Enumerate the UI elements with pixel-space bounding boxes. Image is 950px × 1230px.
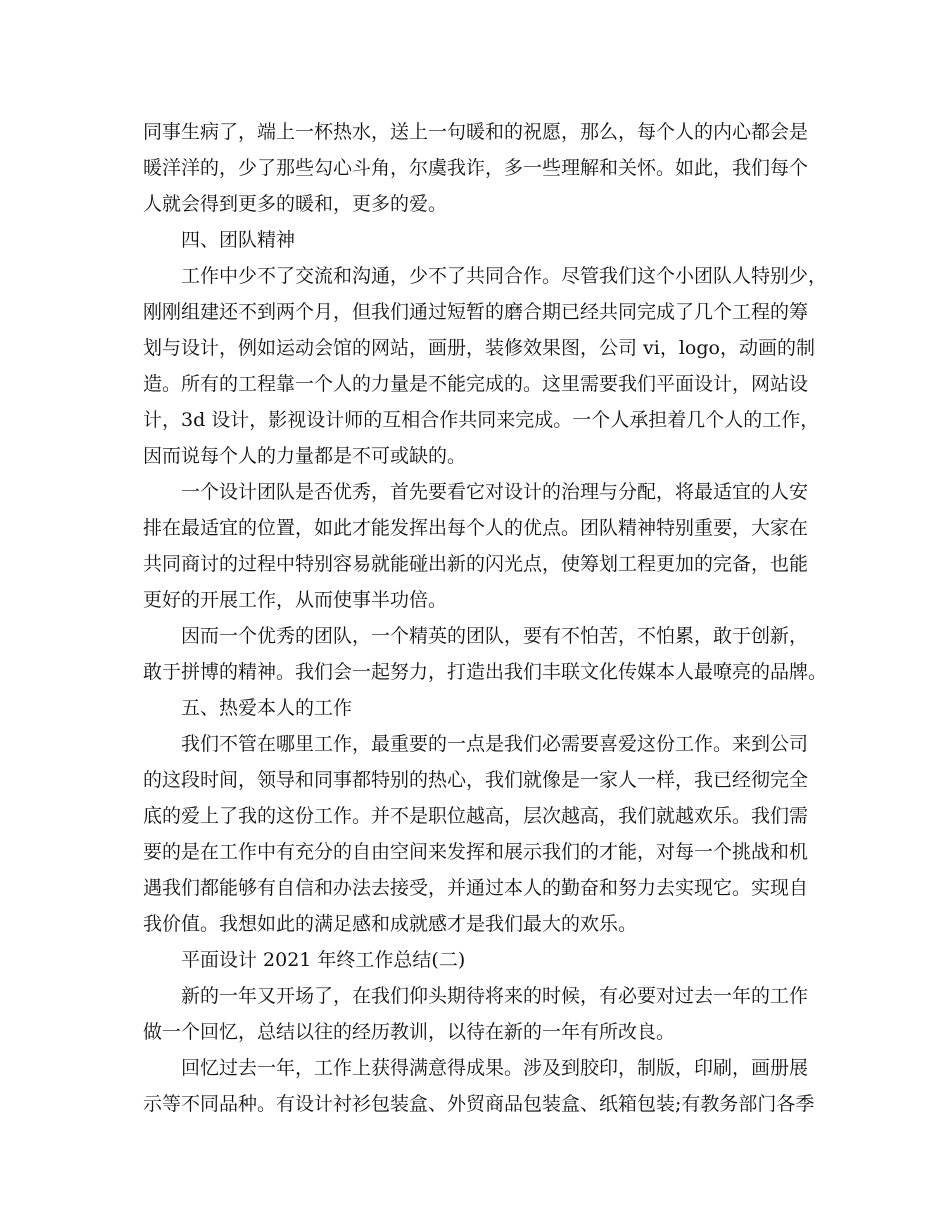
section-title: 平面设计 2021 年终工作总结(二) xyxy=(181,949,466,971)
text-line: 的这段时间，领导和同事都特别的热心，我们就像是一家人一样，我已经彻完全 xyxy=(143,769,809,791)
section-heading: 四、团队精神 xyxy=(181,229,296,251)
text-line: 因而说每个人的力量都是不可或缺的。 xyxy=(143,445,467,467)
text-line: 要的是在工作中有充分的自由空间来发挥和展示我们的才能，对每一个挑战和机 xyxy=(143,841,809,863)
text-line: 人就会得到更多的暖和，更多的爱。 xyxy=(143,193,448,215)
text-line: 同事生病了，端上一杯热水，送上一句暖和的祝愿，那么，每个人的内心都会是 xyxy=(143,121,809,143)
text-line: 计，3d 设计，影视设计师的互相合作共同来完成。一个人承担着几个人的工作， xyxy=(143,409,820,431)
text-line: 刚刚组建还不到两个月，但我们通过短暂的磨合期已经共同完成了几个工程的筹 xyxy=(143,301,809,323)
text-line: 新的一年又开场了，在我们仰头期待将来的时候，有必要对过去一年的工作 xyxy=(181,985,809,1007)
text-line: 一个设计团队是否优秀，首先要看它对设计的治理与分配，将最适宜的人安 xyxy=(181,481,809,503)
text-line: 我们不管在哪里工作，最重要的一点是我们必需要喜爱这份工作。来到公司 xyxy=(181,733,809,755)
text-line: 排在最适宜的位置，如此才能发挥出每个人的优点。团队精神特别重要，大家在 xyxy=(143,517,809,539)
text-line: 底的爱上了我的这份工作。并不是职位越高，层次越高，我们就越欢乐。我们需 xyxy=(143,805,809,827)
text-line: 共同商讨的过程中特别容易就能碰出新的闪光点，使筹划工程更加的完备，也能 xyxy=(143,553,809,575)
text-line: 做一个回忆，总结以往的经历教训，以待在新的一年有所改良。 xyxy=(143,1021,676,1043)
text-line: 工作中少不了交流和沟通，少不了共同合作。尽管我们这个小团队人特别少， xyxy=(181,265,828,287)
text-line: 暖洋洋的，少了那些勾心斗角，尔虞我诈，多一些理解和关怀。如此，我们每个 xyxy=(143,157,809,179)
section-heading: 五、热爱本人的工作 xyxy=(181,697,353,719)
text-line: 划与设计，例如运动会馆的网站，画册，装修效果图，公司 vi，logo，动画的制 xyxy=(143,337,815,359)
text-line: 更好的开展工作，从而使事半功倍。 xyxy=(143,589,448,611)
text-line: 我价值。我想如此的满足感和成就感才是我们最大的欢乐。 xyxy=(143,913,638,935)
text-line: 敢于拼博的精神。我们会一起努力，打造出我们丰联文化传媒本人最嘹亮的品牌。 xyxy=(143,661,828,683)
text-line: 因而一个优秀的团队，一个精英的团队，要有不怕苦，不怕累，敢于创新， xyxy=(181,625,809,647)
text-line: 遇我们都能够有自信和办法去接受，并通过本人的勤奋和努力去实现它。实现自 xyxy=(143,877,809,899)
text-line: 回忆过去一年，工作上获得满意得成果。涉及到胶印，制版，印刷，画册展 xyxy=(181,1057,809,1079)
text-line: 示等不同品种。有设计衬衫包装盒、外贸商品包装盒、纸箱包装;有教务部门各季 xyxy=(143,1093,815,1115)
text-line: 造。所有的工程靠一个人的力量是不能完成的。这里需要我们平面设计，网站设 xyxy=(143,373,809,395)
